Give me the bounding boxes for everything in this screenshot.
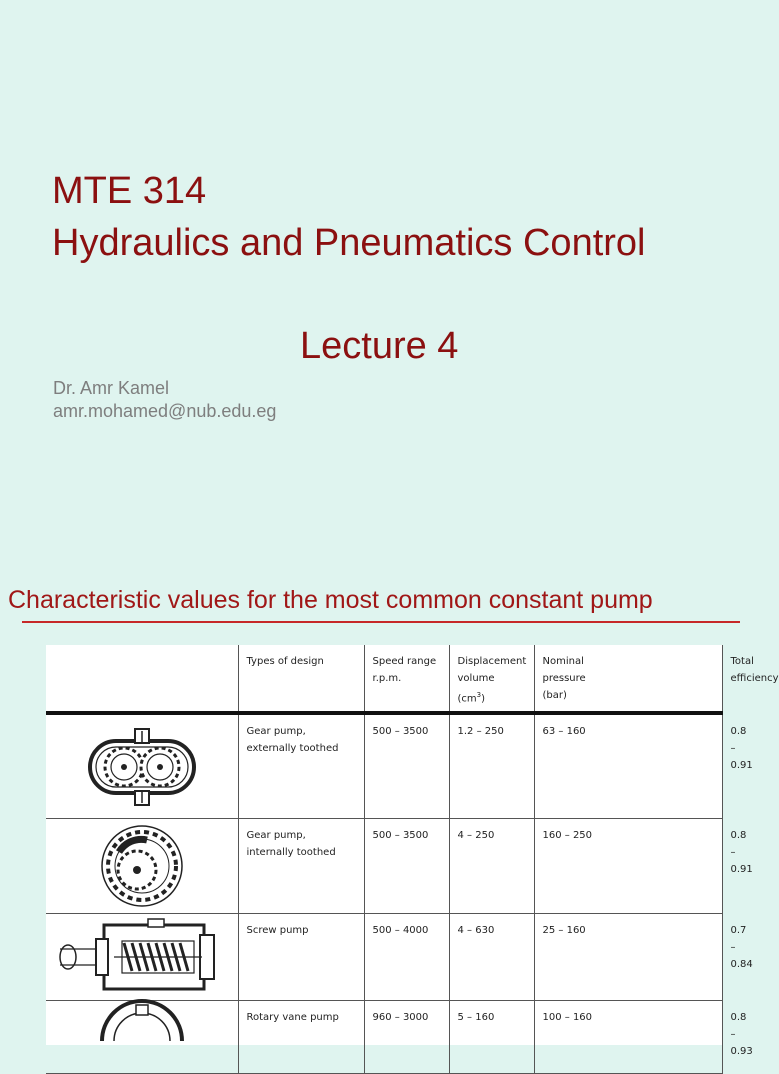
pump-image-cell — [46, 914, 238, 1001]
author-email: amr.mohamed@nub.edu.eg — [53, 401, 277, 421]
pump-type-text: Rotary vane pump — [246, 1012, 339, 1024]
section-heading: Characteristic values for the most common constant pump — [8, 586, 653, 614]
column-header-pressure — [534, 645, 722, 713]
pump-type-cell — [238, 1001, 364, 1074]
header-line: volume — [457, 673, 495, 684]
author-name: Dr. Amr Kamel — [53, 378, 170, 398]
column-header-speed — [364, 645, 449, 713]
heading-divider — [22, 621, 740, 623]
header-line: efficiency — [730, 673, 779, 684]
pump-image-cell — [46, 819, 238, 914]
pump-type-text: externally toothed — [246, 743, 339, 755]
speed-range-cell: 500 – 3500 — [364, 819, 449, 914]
pressure-cell: 25 – 160 — [534, 914, 722, 1001]
table-row: Rotary vane pump 960 – 3000 5 – 160 100 – 160 0.8 – 0.93 — [46, 1001, 722, 1074]
displacement-cell: 4 – 250 — [449, 819, 534, 914]
pressure-cell: 63 – 160 — [534, 713, 722, 819]
course-title: Hydraulics and Pneumatics Control — [52, 222, 646, 264]
table-row: Screw pump 500 – 4000 4 – 630 25 – 160 0.7 – 0.84 — [46, 914, 722, 1001]
table-header-row — [46, 645, 722, 713]
column-header-displacement — [449, 645, 534, 713]
header-line: pressure — [542, 673, 586, 684]
header-line: (cm — [457, 693, 477, 705]
internal-gear-pump-icon — [97, 822, 187, 910]
displacement-cell: 5 – 160 — [449, 1001, 534, 1074]
column-header-type — [238, 645, 364, 713]
external-gear-pump-icon — [82, 727, 202, 807]
pump-type-text: Gear pump, — [246, 726, 306, 738]
pressure-cell: 100 – 160 — [534, 1001, 722, 1074]
pump-type-text: Gear pump, — [246, 830, 306, 842]
pump-characteristics-table — [46, 645, 779, 1074]
header-line: r.p.m. — [372, 673, 402, 684]
pump-type-cell — [238, 914, 364, 1001]
course-code: MTE 314 — [52, 170, 207, 212]
header-line: Nominal — [542, 656, 584, 667]
displacement-cell: 4 – 630 — [449, 914, 534, 1001]
header-superscript: 3 — [476, 691, 482, 699]
displacement-cell: 1.2 – 250 — [449, 713, 534, 819]
pump-type-cell — [238, 819, 364, 914]
image-column-header — [46, 645, 238, 713]
header-line: Speed range — [372, 656, 437, 667]
pressure-cell: 160 – 250 — [534, 819, 722, 914]
table-row: Gear pump, internally toothed 500 – 3500 4 – 250 160 – 250 0.8 – 0.91 — [46, 819, 722, 914]
pump-type-text: Screw pump — [246, 925, 309, 937]
header-line: Types of design — [246, 656, 324, 667]
header-line: ) — [481, 693, 486, 705]
header-line: Total — [730, 656, 754, 667]
speed-range-cell: 500 – 4000 — [364, 914, 449, 1001]
pump-type-cell — [238, 713, 364, 819]
pump-image-cell — [46, 713, 238, 819]
header-line: Displacement — [457, 656, 527, 667]
pump-table-panel — [46, 645, 779, 1058]
lecture-number: Lecture 4 — [300, 325, 459, 367]
rotary-vane-pump-icon — [82, 1001, 202, 1041]
speed-range-cell: 500 – 3500 — [364, 713, 449, 819]
header-line: (bar) — [542, 690, 567, 701]
table-row: Gear pump, externally toothed 500 – 3500 1.2 – 250 63 – 160 0.8 – 0.91 — [46, 713, 722, 819]
pump-image-cell — [46, 1001, 238, 1074]
pump-type-text: internally toothed — [246, 847, 336, 859]
screw-pump-icon — [52, 919, 232, 995]
speed-range-cell: 960 – 3000 — [364, 1001, 449, 1074]
